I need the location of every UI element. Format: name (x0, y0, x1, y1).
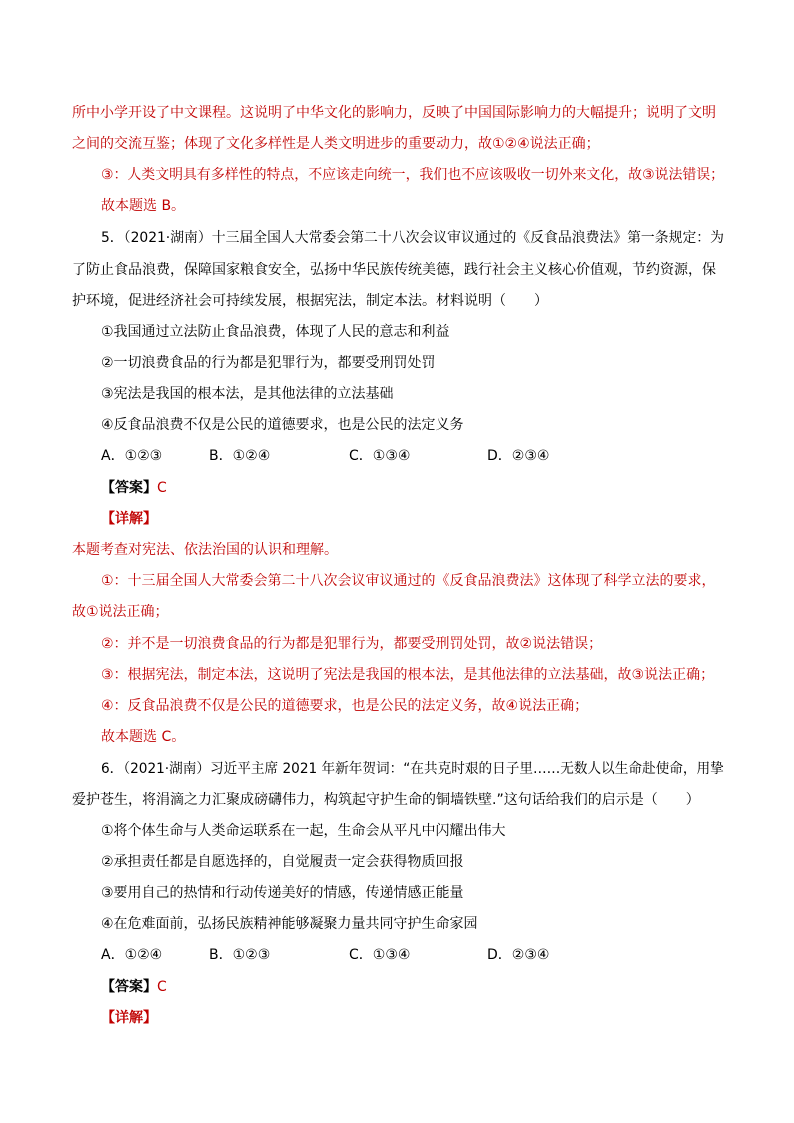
q5-analysis-line: ②：并不是一切浪费食品的行为都是犯罪行为，都要受刑罚处罚，故②说法错误； (101, 636, 603, 652)
q5-option-b: B．①②④ (209, 448, 271, 464)
q5-detail-label: 【详解】 (101, 511, 157, 527)
q6-statement: ④在危难面前，弘扬民族精神能够凝聚力量共同守护生命家园 (101, 916, 478, 932)
q6-option-c: C．①③④ (349, 947, 411, 963)
q6-detail-label: 【详解】 (101, 1010, 157, 1026)
q6-statement: ①将个体生命与人类命运联系在一起，生命会从平凡中闪耀出伟大 (101, 823, 506, 839)
q5-stem-line-1: 5．（2021·湖南）十三届全国人大常委会第二十八次会议审议通过的《反食品浪费法》第一条规定：为 (101, 230, 724, 246)
q6-statement: ②承担责任都是自愿选择的，自觉履责一定会获得物质回报 (101, 854, 464, 870)
q6-statement: ③要用自己的热情和行动传递美好的情感，传递情感正能量 (101, 885, 464, 901)
q5-conclusion: 故本题选 C。 (101, 729, 186, 745)
q5-analysis-line: 故①说法正确； (72, 604, 169, 620)
prev-conclusion: 故本题选 B。 (101, 198, 186, 214)
prev-analysis-line-2: 之间的交流互鉴；体现了文化多样性是人类文明进步的重要动力，故①②④说法正确； (72, 136, 600, 152)
answer-value: C (157, 480, 167, 496)
answer-value: C (157, 979, 167, 995)
q6-answer (101, 978, 167, 996)
q5-answer (101, 479, 167, 497)
q6-option-b: B．①②③ (209, 947, 271, 963)
answer-label: 【答案】 (101, 979, 157, 995)
q5-analysis-line: ①：十三届全国人大常委会第二十八次会议审议通过的《反食品浪费法》这体现了科学立法的要求， (101, 573, 716, 589)
q6-stem-line-2: 爱护苍生，将涓滴之力汇聚成磅礴伟力，构筑起守护生命的铜墙铁壁.”这句话给我们的启示是（ ） (72, 792, 700, 808)
q6-option-a: A．①②④ (101, 947, 163, 963)
q5-analysis-line: ③：根据宪法，制定本法，这说明了宪法是我国的根本法，是其他法律的立法基础，故③说法正确； (101, 667, 715, 683)
q5-statement: ②一切浪费食品的行为都是犯罪行为，都要受刑罚处罚 (101, 355, 436, 371)
q5-stem-line-3: 护环境，促进经济社会可持续发展，根据宪法，制定本法。材料说明（ ） (72, 293, 548, 309)
q5-option-c: C．①③④ (349, 448, 411, 464)
q6-option-d: D．②③④ (487, 947, 550, 963)
q5-analysis-line: ④：反食品浪费不仅是公民的道德要求，也是公民的法定义务，故④说法正确； (101, 698, 589, 714)
q5-statement: ④反食品浪费不仅是公民的道德要求，也是公民的法定义务 (101, 417, 464, 433)
q5-intro: 本题考查对宪法、依法治国的认识和理解。 (72, 542, 338, 558)
answer-label: 【答案】 (101, 480, 157, 496)
q5-statement: ③宪法是我国的根本法，是其他法律的立法基础 (101, 386, 394, 402)
q5-stem-line-2: 了防止食品浪费，保障国家粮食安全，弘扬中华民族传统美德，践行社会主义核心价值观，节约资源，保 (72, 262, 716, 278)
q5-statement: ①我国通过立法防止食品浪费，体现了人民的意志和利益 (101, 324, 450, 340)
prev-analysis-line-3: ③：人类文明具有多样性的特点，不应该走向统一，我们也不应该吸收一切外来文化，故③说法错误； (101, 167, 725, 183)
q5-option-d: D．②③④ (487, 448, 550, 464)
prev-analysis-line-1: 所中小学开设了中文课程。这说明了中华文化的影响力，反映了中国国际影响力的大幅提升；说明了文明 (72, 105, 716, 121)
q6-stem-line-1: 6．（2021·湖南）习近平主席 2021 年新年贺词：“在共克时艰的日子里……无数人以生命赴使命，用挚 (101, 761, 724, 777)
q5-option-a: A．①②③ (101, 448, 163, 464)
